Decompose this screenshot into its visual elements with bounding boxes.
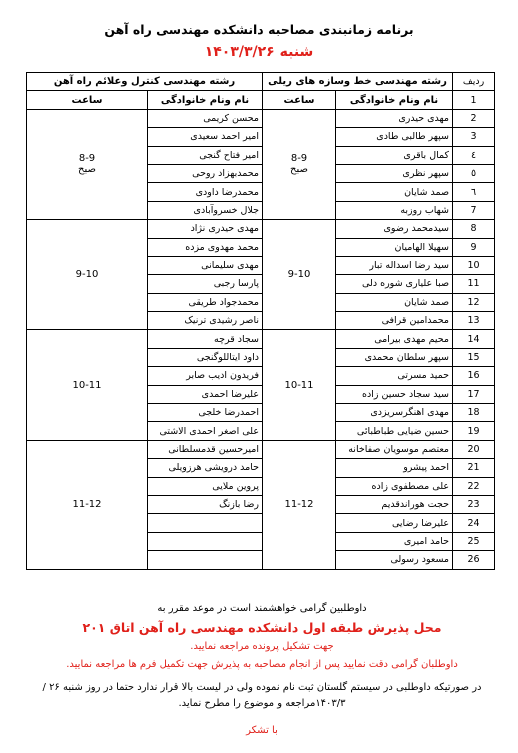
rail-candidate-name: محمدامین قرافی: [336, 312, 453, 330]
rail-candidate-name: محیم مهدی بیرامی: [336, 330, 453, 348]
control-candidate-name: امیر فتاح گنجی: [148, 146, 263, 164]
interview-date: شنبه ۱۴۰۳/۳/۲۶: [204, 44, 314, 60]
row-number: ٤: [453, 146, 495, 164]
control-time-slot: 10-11: [27, 330, 148, 440]
row-number: 22: [453, 477, 495, 495]
control-candidate-name: محسن کریمی: [148, 109, 263, 127]
control-candidate-name: ناصر رشیدی ترنیک: [148, 312, 263, 330]
rail-candidate-name: علی مصطفوی زاده: [336, 477, 453, 495]
control-candidate-name: محمدرضا داودی: [148, 183, 263, 201]
footer-thanks: با تشکر: [246, 725, 278, 736]
control-candidate-name: سجاد قرچه: [148, 330, 263, 348]
table-row: [27, 330, 495, 348]
rail-candidate-name: علیرضا رضایی: [336, 514, 453, 532]
control-candidate-name: پارسا رجبی: [148, 275, 263, 293]
control-candidate-name: رضا بازنگ: [148, 495, 263, 513]
row-number: 11: [453, 275, 495, 293]
row-number: 8: [453, 220, 495, 238]
row-number: 3: [453, 128, 495, 146]
control-candidate-name: مهدی حیدری نژاد: [148, 220, 263, 238]
control-candidate-name: علیرضا احمدی: [148, 385, 263, 403]
table-row: [27, 220, 495, 238]
rail-time-slot: 8-9 صبح: [263, 109, 336, 219]
col-header-control-time: ساعت: [27, 91, 148, 109]
control-time-slot: 11-12: [27, 440, 148, 569]
control-candidate-name: احمدرضا خلجی: [148, 404, 263, 422]
row-number: 18: [453, 404, 495, 422]
rail-candidate-name: مهدی حیدری: [336, 109, 453, 127]
footer-golestan-note: در صورتیکه داوطلبی در سیستم گلستان ثبت نام نموده ولی در لیست بالا قرار ندارد حتما در روز شنبه ۲۶ /۱۴۰۳/۳مراجعه و موضوع را مطرح نماید.: [42, 682, 482, 709]
control-time-slot: 8-9 صبح: [27, 109, 148, 219]
rail-candidate-name: حمید مسرتی: [336, 367, 453, 385]
row-number: 7: [453, 201, 495, 219]
row-number: ٦: [453, 183, 495, 201]
control-candidate-name: امیر احمد سعیدی: [148, 128, 263, 146]
control-candidate-name: محمد مهدوی مزده: [148, 238, 263, 256]
rail-time-slot: 9-10: [263, 220, 336, 330]
row-number: 15: [453, 348, 495, 366]
rail-candidate-name: سهیلا الهامیان: [336, 238, 453, 256]
rail-candidate-name: مسعود رسولی: [336, 551, 453, 569]
row-number: 12: [453, 293, 495, 311]
rail-candidate-name: حسین ضیایی طباطبائی: [336, 422, 453, 440]
row-number: 19: [453, 422, 495, 440]
row-number: 24: [453, 514, 495, 532]
control-candidate-name: پروین ملایی: [148, 477, 263, 495]
footer-location: محل پذیرش طبقه اول دانشکده مهندسی راه آهن اتاق ۲۰۱: [82, 620, 442, 635]
control-candidate-name: محمدجواد طریقی: [148, 293, 263, 311]
row-number: 16: [453, 367, 495, 385]
row-number: ٥: [453, 164, 495, 182]
row-number: 23: [453, 495, 495, 513]
rail-candidate-name: کمال باقری: [336, 146, 453, 164]
control-time-slot: 9-10: [27, 220, 148, 330]
rail-candidate-name: صمد شایان: [336, 183, 453, 201]
rail-candidate-name: سید رضا اسداله تبار: [336, 256, 453, 274]
rail-time-slot: 11-12: [263, 440, 336, 569]
rail-candidate-name: سپهر سلطان محمدی: [336, 348, 453, 366]
control-candidate-name: امیرحسین قدمسلطانی: [148, 440, 263, 458]
footer-forms-note: داوطلبان گرامی دقت نمایید پس از انجام مصاحبه به پذیرش جهت تکمیل فرم ها مراجعه نمایید.: [66, 659, 458, 670]
row-number: 20: [453, 440, 495, 458]
control-candidate-name: [148, 514, 263, 532]
footer-file-note: جهت تشکیل پرونده مراجعه نمایید.: [190, 641, 334, 652]
rail-time-slot: 10-11: [263, 330, 336, 440]
row-number: 17: [453, 385, 495, 403]
row-number: 21: [453, 459, 495, 477]
rail-candidate-name: مهدی اهنگرسریزدی: [336, 404, 453, 422]
rail-candidate-name: سپهر طالبی طادی: [336, 128, 453, 146]
row-number: 1: [453, 91, 495, 109]
row-number: 26: [453, 551, 495, 569]
row-number: 9: [453, 238, 495, 256]
control-candidate-name: جلال خسروآبادی: [148, 201, 263, 219]
row-number: 13: [453, 312, 495, 330]
control-candidate-name: مهدی سلیمانی: [148, 256, 263, 274]
col-header-rail-name: نام ونام خانوادگی: [336, 91, 453, 109]
rail-candidate-name: صبا علیاری شوره دلی: [336, 275, 453, 293]
col-header-radif: ردیف: [453, 73, 495, 91]
row-number: 10: [453, 256, 495, 274]
col-header-control-name: نام ونام خانوادگی: [148, 91, 263, 109]
rail-candidate-name: معتصم موسویان صفاخانه: [336, 440, 453, 458]
rail-candidate-name: صمد شایان: [336, 293, 453, 311]
rail-candidate-name: احمد پیشرو: [336, 459, 453, 477]
row-number: 2: [453, 109, 495, 127]
schedule-table: [26, 72, 495, 570]
control-candidate-name: داود ایتاللوگنجی: [148, 348, 263, 366]
table-row: [27, 109, 495, 127]
control-candidate-name: فریدون ادیب صابر: [148, 367, 263, 385]
control-candidate-name: محمدبهزاد روحی: [148, 164, 263, 182]
rail-candidate-name: حامد امیری: [336, 532, 453, 550]
control-candidate-name: حامد درویشی هرزویلی: [148, 459, 263, 477]
col-header-rail-time: ساعت: [263, 91, 336, 109]
rail-candidate-name: شهاب روزبه: [336, 201, 453, 219]
control-candidate-name: [148, 551, 263, 569]
table-row: [27, 440, 495, 458]
rail-candidate-name: سیدمحمد رضوی: [336, 220, 453, 238]
rail-candidate-name: سپهر نظری: [336, 164, 453, 182]
rail-candidate-name: سید سجاد حسین زاده: [336, 385, 453, 403]
control-candidate-name: [148, 532, 263, 550]
row-number: 25: [453, 532, 495, 550]
row-number: 14: [453, 330, 495, 348]
col-header-rail-major: رشته مهندسی خط وسازه های ریلی: [263, 73, 453, 91]
rail-candidate-name: حجت هوراندقدیم: [336, 495, 453, 513]
page-title: برنامه زمانبندی مصاحبه دانشکده مهندسی راه آهن: [104, 22, 414, 37]
col-header-control-major: رشته مهندسی کنترل وعلائم راه آهن: [27, 73, 263, 91]
footer-instruction: داوطلبین گرامی خواهشمند است در موعد مقرر به: [157, 603, 367, 614]
control-candidate-name: علی اصغر احمدی الاشتی: [148, 422, 263, 440]
